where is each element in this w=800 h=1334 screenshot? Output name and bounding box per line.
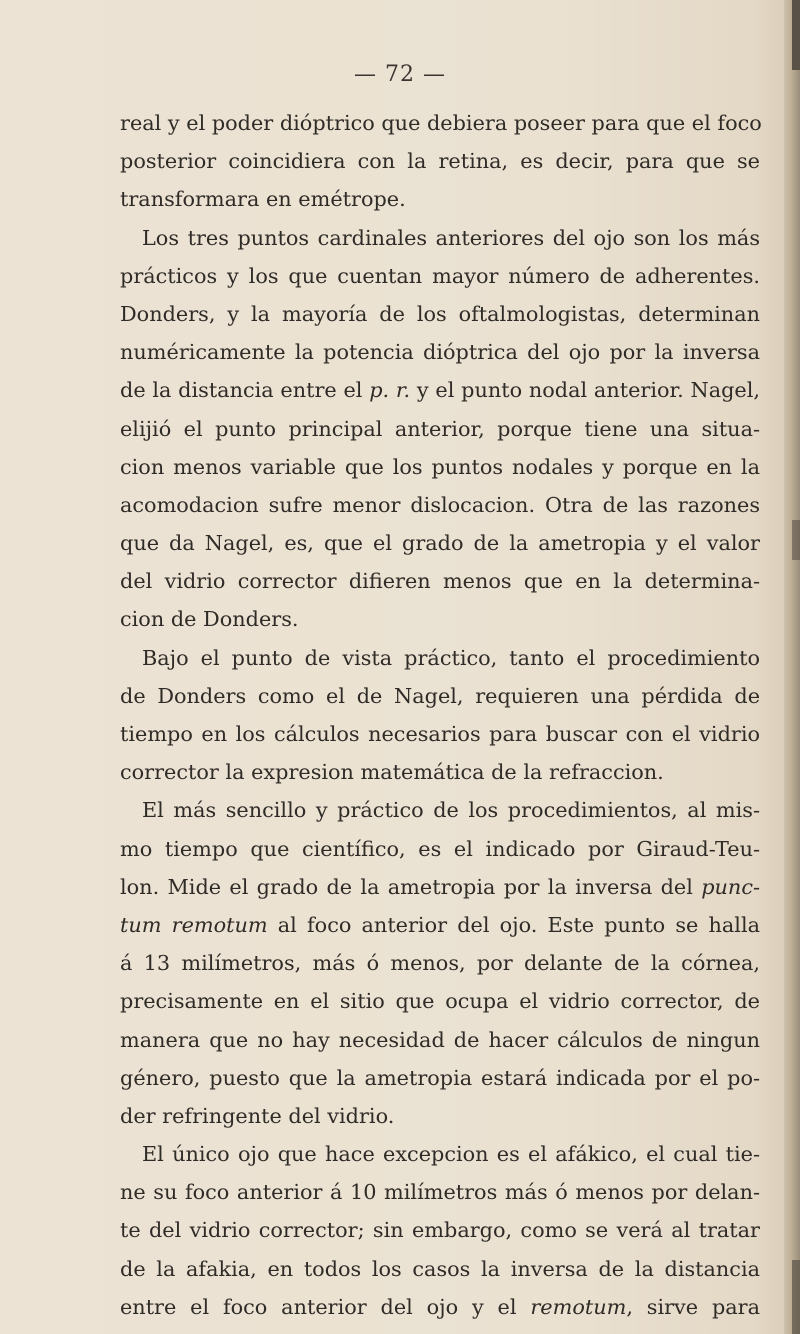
text-line: mo tiempo que científico, es el indicado por Giraud-Teu-	[120, 836, 760, 861]
text-line: El único ojo que hace excepcion es el afákico, el cual tie-	[142, 1142, 760, 1167]
text-line: corrector la expresion matemática de la refraccion.	[120, 760, 664, 785]
text-line: der refringente del vidrio.	[120, 1103, 395, 1128]
text-line: ne su foco anterior á 10 milímetros más ó menos por delan-	[120, 1180, 760, 1205]
page-edge-shadow-bottom	[792, 1260, 800, 1334]
text-line-part: lon. Mide el grado de la ametropia por la inversa del	[120, 874, 702, 899]
body-text	[120, 104, 760, 1326]
text-line: precisamente en el sitio que ocupa el vidrio corrector, de	[120, 989, 760, 1014]
text-line-part: , sirve para	[626, 1294, 760, 1319]
text-line: Los tres puntos cardinales anteriores del ojo son los más	[142, 225, 760, 250]
text-line: á 13 milímetros, más ó menos, por delante de la córnea,	[120, 951, 760, 976]
text-line-part: de la distancia entre el	[120, 378, 370, 403]
text-line: tiempo en los cálculos necesarios para buscar con el vidrio	[120, 722, 760, 746]
italic-term: p. r.	[369, 378, 411, 403]
text-line: cion de Donders.	[120, 607, 299, 632]
text-line-part: al foco anterior del ojo. Este punto se halla	[267, 912, 760, 937]
text-line: cion menos variable que los puntos nodales y porque en la	[120, 454, 760, 479]
text-line: acomodacion sufre menor dislocacion. Otra de las razones	[120, 492, 760, 517]
italic-term: punc-	[701, 874, 760, 899]
italic-term: remotum	[530, 1294, 627, 1319]
page-edge-shadow-top	[792, 0, 800, 70]
text-line: género, puesto que la ametropia estará indicada por el po-	[120, 1065, 760, 1090]
text-line: Donders, y la mayoría de los oftalmologistas, determinan	[120, 301, 760, 326]
text-line	[120, 371, 760, 409]
text-line: prácticos y los que cuentan mayor número de adherentes.	[120, 263, 760, 288]
text-line: Bajo el punto de vista práctico, tanto el procedimiento	[142, 645, 760, 670]
text-line: El más sencillo y práctico de los procedimientos, al mis-	[142, 798, 760, 823]
text-line: transformara en emétrope.	[120, 187, 406, 212]
italic-term: tum remotum	[120, 912, 268, 937]
text-line-part: entre el foco anterior del ojo y el	[120, 1294, 531, 1319]
text-line	[120, 868, 760, 906]
text-line: real y el poder dióptrico que debiera poseer para que el foco	[120, 111, 762, 135]
text-line: que da Nagel, es, que el grado de la ametropia y el valor	[120, 531, 760, 556]
text-line-part: y el punto nodal anterior. Nagel,	[410, 378, 760, 403]
text-line: numéricamente la potencia dióptrica del ojo por la inversa	[120, 340, 760, 365]
text-line: del vidrio corrector difieren menos que en la determina-	[120, 569, 760, 594]
text-line: te del vidrio corrector; sin embargo, como se verá al tratar	[120, 1218, 760, 1243]
page-number: — 72 —	[354, 62, 446, 87]
text-line: manera que no hay necesidad de hacer cálculos de ningun	[120, 1027, 760, 1052]
page-edge	[784, 0, 800, 1334]
text-line: de la afakia, en todos los casos la inversa de la distancia	[120, 1256, 760, 1281]
text-line: posterior coincidiera con la retina, es decir, para que se	[120, 149, 760, 174]
text-line: de Donders como el de Nagel, requieren una pérdida de	[120, 683, 760, 708]
text-line	[120, 1288, 760, 1326]
text-line	[120, 906, 760, 944]
page-edge-shadow-mid	[792, 520, 800, 560]
text-line: elijió el punto principal anterior, porque tiene una situa-	[120, 416, 760, 441]
